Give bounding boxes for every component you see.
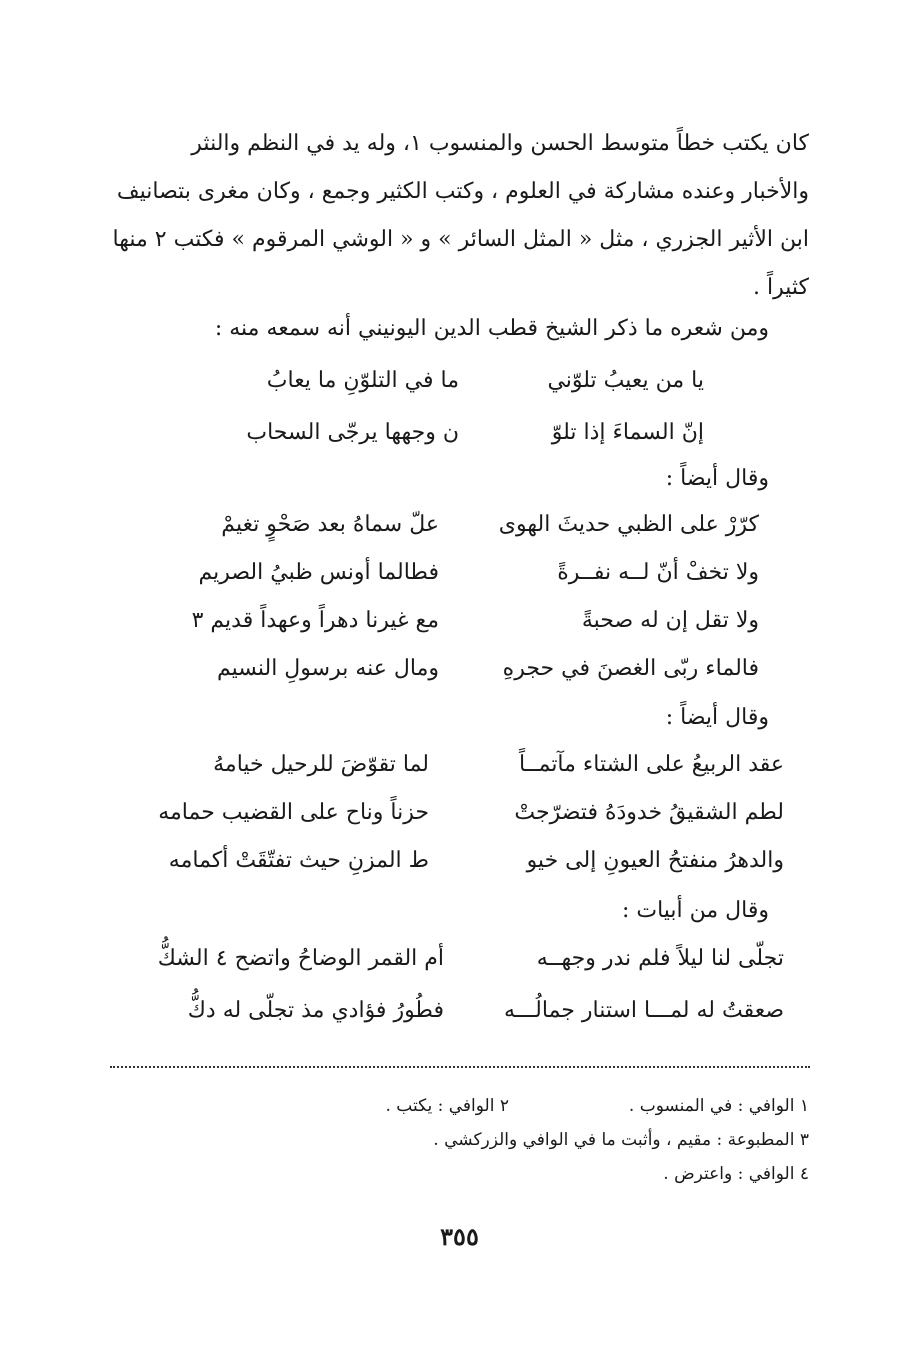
verse-line xyxy=(224,368,704,420)
poem-4 xyxy=(124,946,784,1050)
footnote-2: ٢ الوافي : يكتب . xyxy=(385,1096,509,1116)
poem-intro: وقال من أبيات : xyxy=(621,898,769,923)
verse-second-hemistich: ما في التلوّنِ ما يعابُ xyxy=(266,368,459,393)
verse-first-hemistich: تجلّى لنا ليلاً فلم ندر وجهــه xyxy=(536,946,784,971)
verse-second-hemistich: ن وجهها يرجّى السحاب xyxy=(246,420,459,445)
footnote-3: ٣ المطبوعة : مقيم ، وأثبت ما في الوافي والزركشي . xyxy=(433,1130,809,1150)
verse-second-hemistich: ومال عنه برسولِ النسيم xyxy=(216,656,439,681)
verse-line xyxy=(159,608,759,656)
verse-second-hemistich: لما تقوّضَ للرحيل خيامهُ xyxy=(213,752,429,777)
verse-line xyxy=(224,420,704,472)
verse-first-hemistich: ولا تخفْ أنّ لــه نفــرةً xyxy=(557,560,759,585)
verse-first-hemistich: يا من يعيبُ تلوّني xyxy=(547,368,704,393)
verse-line xyxy=(159,560,759,608)
verse-second-hemistich: مع غيرنا دهراً وعهداً قديم ٣ xyxy=(191,608,439,633)
verse-second-hemistich: فطالما أونس ظبيُ الصريم xyxy=(198,560,439,585)
verse-line xyxy=(159,656,759,704)
verse-first-hemistich: لطم الشقيقُ خدودَهُ فتضرّجتْ xyxy=(514,800,784,825)
verse-line xyxy=(124,752,784,800)
verse-line xyxy=(124,998,784,1050)
footnote-1: ١ الوافي : في المنسوب . xyxy=(628,1096,809,1116)
body-line: ابن الأثير الجزري ، مثل « المثل السائر » و « الوشي المرقوم » فكتب ٢ منها xyxy=(112,227,809,252)
body-paragraph xyxy=(99,120,809,312)
footnote-separator xyxy=(110,1066,810,1068)
verse-line xyxy=(159,512,759,560)
page-number: ٣٥٥ xyxy=(440,1222,479,1251)
poem-intro: وقال أيضاً : xyxy=(665,705,769,730)
body-line: كان يكتب خطاً متوسط الحسن والمنسوب ١، وله يد في النظم والنثر xyxy=(191,131,809,156)
verse-line xyxy=(124,946,784,998)
verse-second-hemistich: علّ سماهُ بعد صَحْوٍ تغيمْ xyxy=(221,512,439,537)
poem-1 xyxy=(224,368,704,472)
verse-first-hemistich: والدهرُ منفتحُ العيونِ إلى خيو xyxy=(526,848,784,873)
verse-first-hemistich: كرّرْ على الظبي حديثَ الهوى xyxy=(498,512,759,537)
poem-2 xyxy=(159,512,759,704)
verse-second-hemistich: حزناً وناح على القضيب حمامه xyxy=(158,800,429,825)
verse-first-hemistich: عقد الربيعُ على الشتاء مآتمــاً xyxy=(519,752,784,777)
verse-first-hemistich: صعقتُ له لمـــا استنار جمالُـــه xyxy=(504,998,784,1023)
footnote-4: ٤ الوافي : واعترض . xyxy=(663,1164,809,1184)
verse-second-hemistich: ط المزنِ حيث تفتّقَتْ أكمامه xyxy=(168,848,429,873)
verse-line xyxy=(124,848,784,896)
verse-first-hemistich: ولا تقل إن له صحبةً xyxy=(581,608,759,633)
verse-line xyxy=(124,800,784,848)
poem-intro: وقال أيضاً : xyxy=(665,466,769,491)
body-line: والأخبار وعنده مشاركة في العلوم ، وكتب الكثير وجمع ، وكان مغرى بتصانيف xyxy=(116,179,809,204)
verse-first-hemistich: فالماء ربّى الغصنَ في حجرهِ xyxy=(502,656,759,681)
verse-second-hemistich: أم القمر الوضاحُ واتضح ٤ الشكُّ xyxy=(157,946,444,971)
verse-first-hemistich: إنّ السماءَ إذا تلوّ xyxy=(551,420,704,445)
poem-3 xyxy=(124,752,784,896)
verse-second-hemistich: فطُورُ فؤادي مذ تجلّى له دكُّ xyxy=(187,998,444,1023)
body-line: كثيراً . xyxy=(753,275,809,300)
poem-intro: ومن شعره ما ذكر الشيخ قطب الدين اليونيني أنه سمعه منه : xyxy=(214,316,769,341)
